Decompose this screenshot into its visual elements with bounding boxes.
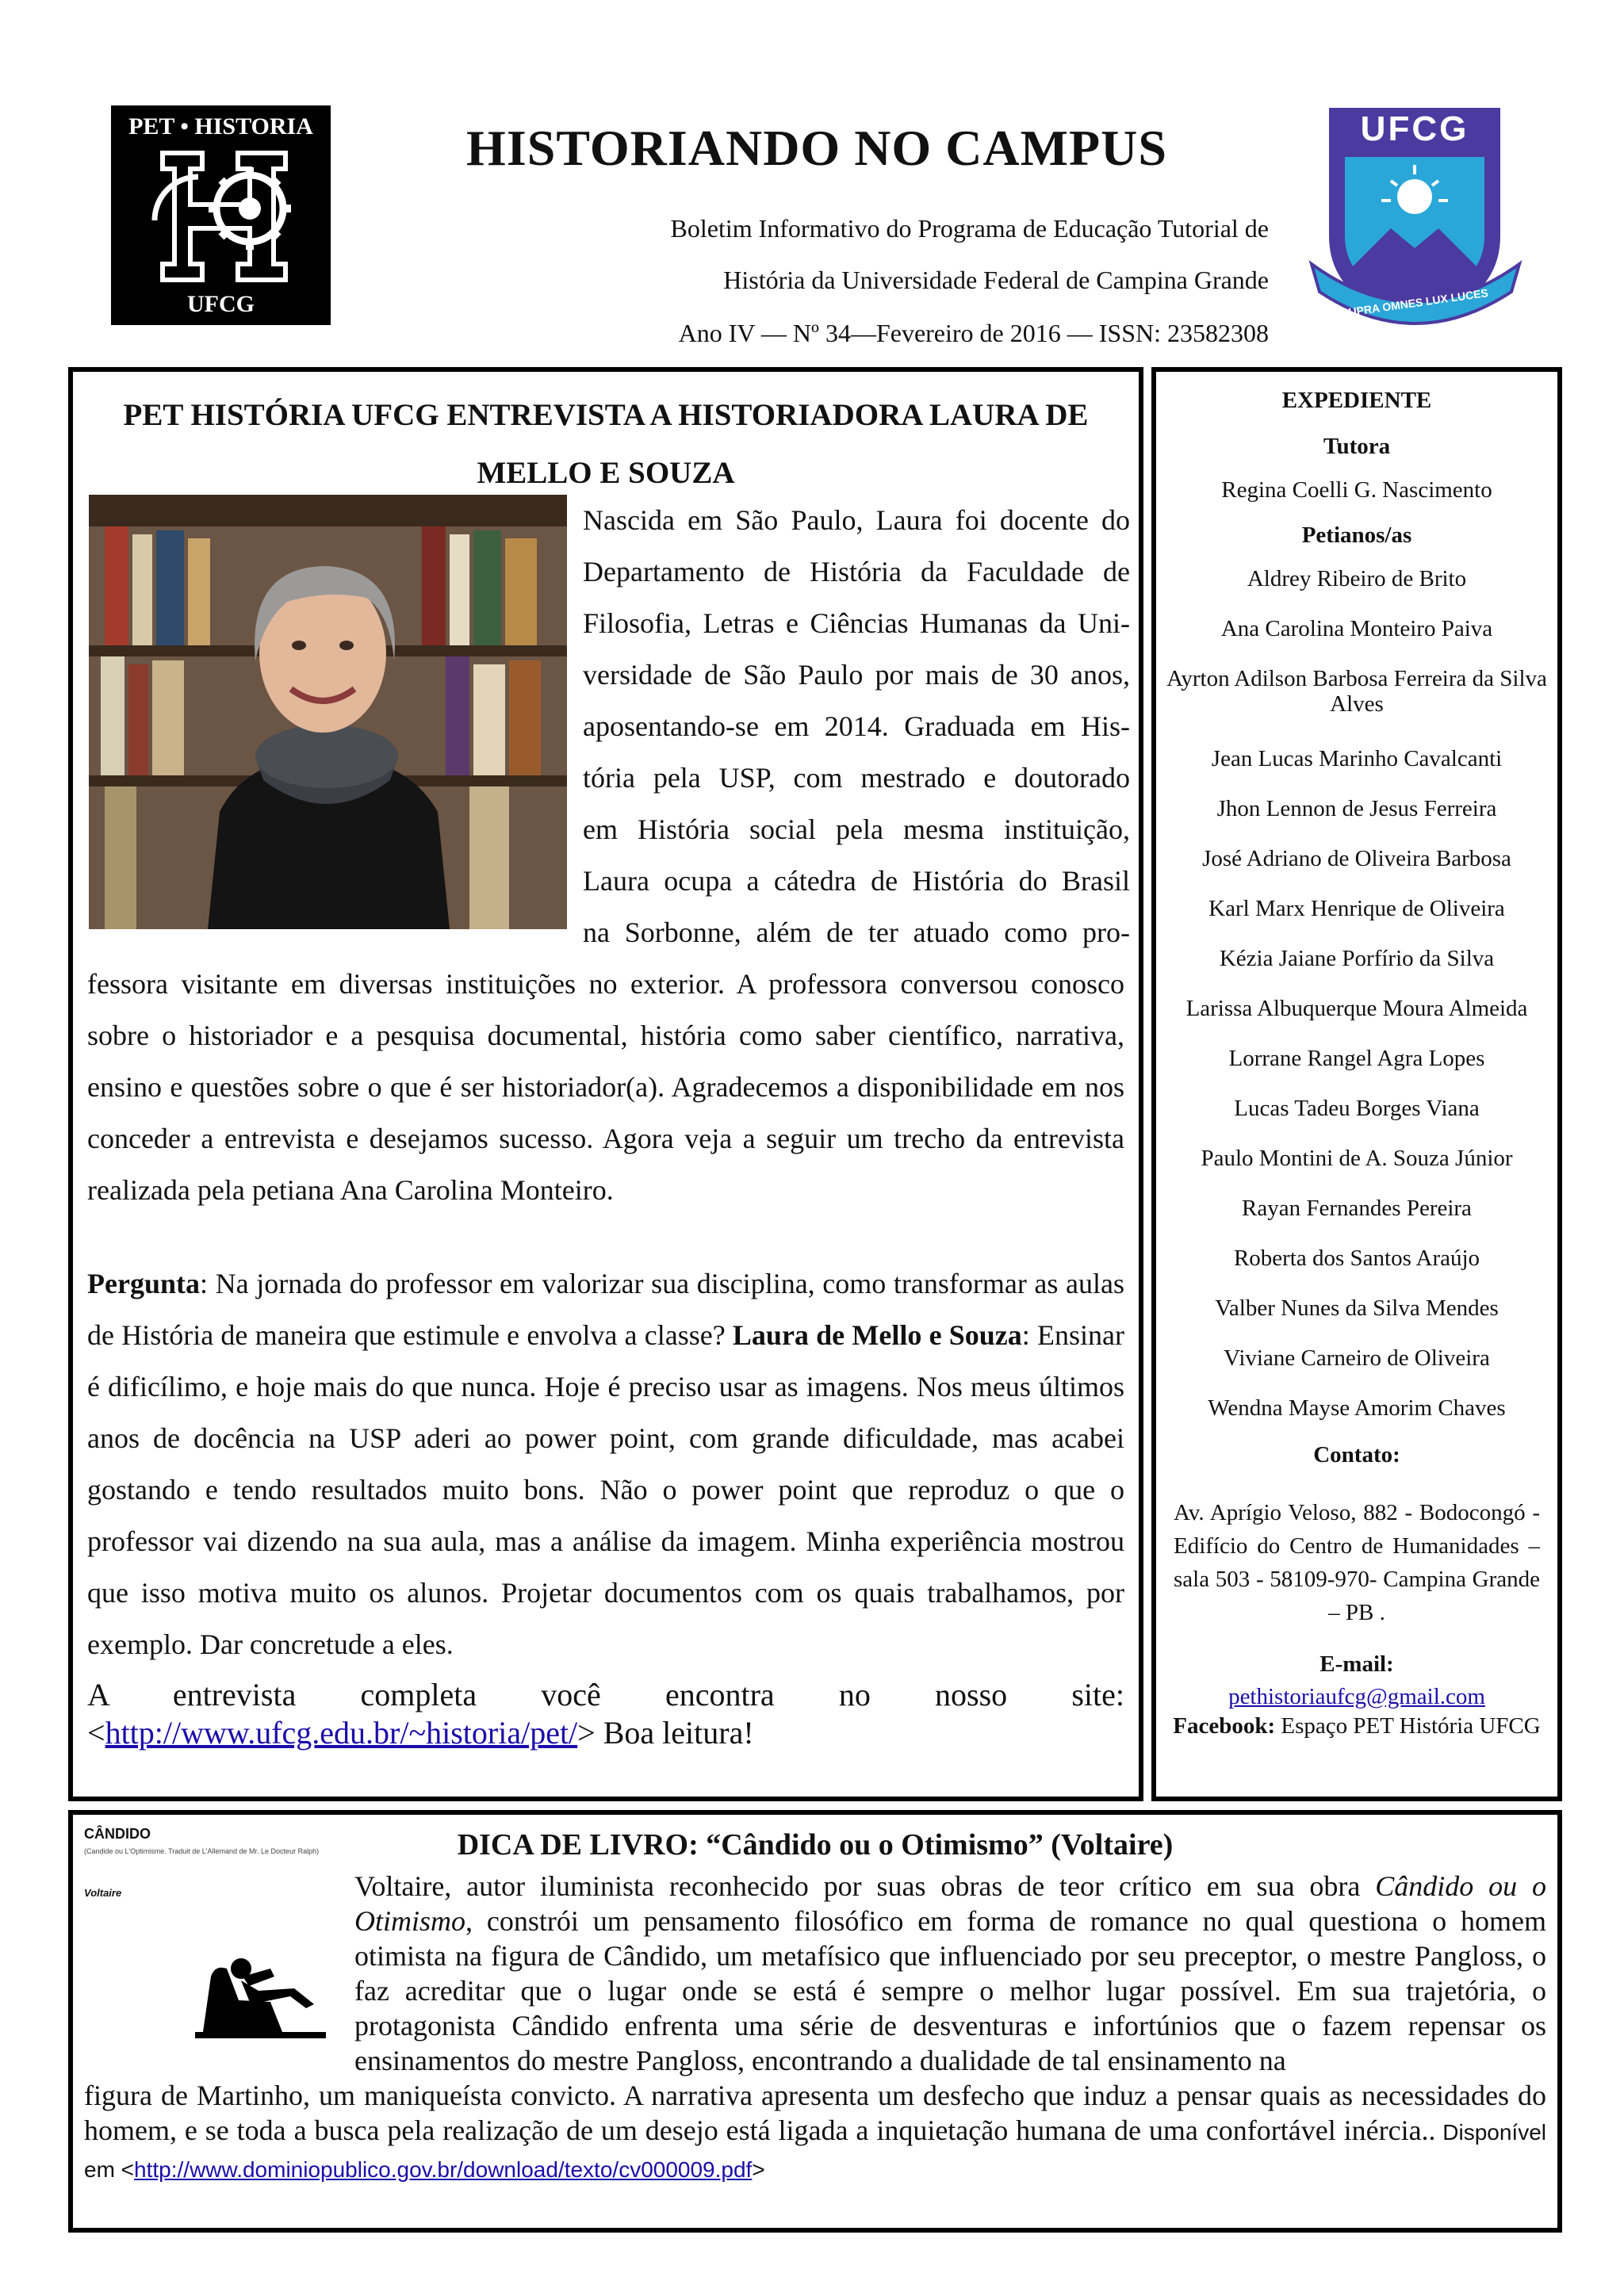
cover-title: CÂNDIDO bbox=[84, 1826, 151, 1842]
answer-text: : Ensinar é dificílimo, e hoje mais do que nunca. Hoje é preciso usar as imagens. Nos meus últimos anos de docência na USP aderi ao power point, com grande dificuldade, mas acabei gostando e tendo resultados muito bons. Não o power point que reproduz o que o professor vai dizendo na sua aula, mas a análise da imagem. Minha experiência mostrou que isso motiva muito os alunos. Projetar documentos com os quais trabalhamos, por exemplo. Dar concretude a eles. bbox=[87, 1319, 1124, 1660]
ufcg-motto: SUPRA OMNES LUX LUCES bbox=[1340, 286, 1489, 320]
answer-label: Laura de Mello e Souza bbox=[732, 1319, 1022, 1351]
portrait-image bbox=[89, 495, 567, 929]
logo-top-text: PET • HISTORIA bbox=[128, 113, 313, 140]
tutora-name: Regina Coelli G. Nascimento bbox=[1221, 477, 1492, 503]
petiano-item: Aldrey Ribeiro de Brito bbox=[1247, 566, 1467, 591]
closing-suffix: > Boa leitura! bbox=[577, 1715, 754, 1751]
reading-silhouette-icon bbox=[195, 1945, 326, 2040]
available-prefix: Disponível em < bbox=[84, 2120, 1546, 2182]
book-review-continuation: figura de Martinho, um maniqueísta convicto. A narrativa apresenta um desfecho que induz a pensar quais as necessidades do homem, e se toda a busca pela realização de um desejo está ligada a inquietação humana de uma confortável inércia.. Disponível em <http://www.dominiopublico.gov.br/download/texto/cv000009.pdf> bbox=[84, 2080, 1546, 2182]
dominio-publico-link[interactable]: http://www.dominiopublico.gov.br/download/texto/cv000009.pdf bbox=[134, 2157, 753, 2182]
petiano-item: Viviane Carneiro de Oliveira bbox=[1224, 1345, 1490, 1371]
contato-label: Contato: bbox=[1313, 1442, 1400, 1468]
ufcg-logo-text: UFCG bbox=[1360, 109, 1469, 148]
logo-bottom-text: UFCG bbox=[187, 291, 255, 317]
subtitle-line-1: Boletim Informativo do Programa de Educação Tutorial de bbox=[670, 214, 1269, 243]
newsletter-title: HISTORIANDO NO CAMPUS bbox=[466, 120, 1167, 176]
facebook-page: Espaço PET História UFCG bbox=[1275, 1713, 1541, 1739]
issue-line: Ano IV — Nº 34—Fevereiro de 2016 — ISSN: 23582308 bbox=[678, 319, 1269, 347]
email-label: E-mail: bbox=[1320, 1651, 1394, 1677]
tutora-label: Tutora bbox=[1323, 434, 1391, 459]
pet-site-link[interactable]: http://www.ufcg.edu.br/~historia/pet/ bbox=[105, 1715, 578, 1751]
petiano-item: Lorrane Rangel Agra Lopes bbox=[1228, 1046, 1485, 1071]
book-title-italic: Cândido ou o Otimismo bbox=[354, 1870, 1546, 1937]
petiano-item: Kézia Jaiane Porfírio da Silva bbox=[1219, 946, 1495, 971]
cover-subtitle: (Candide ou L'Optimisme. Traduit de L'Allemand de Mr. Le Docteur Ralph) bbox=[84, 1847, 320, 1855]
question-paragraph bbox=[87, 1258, 1124, 1670]
petiano-item: Jhon Lennon de Jesus Ferreira bbox=[1216, 796, 1497, 821]
contact-address: Av. Aprígio Veloso, 882 - Bodocongó - Edifício do Centro de Humanidades – sala 503 - 58109-970- Campina Grande – PB . bbox=[1174, 1500, 1540, 1625]
article-title: PET HISTÓRIA UFCG ENTREVISTA A HISTORIADORA LAURA DE MELLO E SOUZA bbox=[123, 398, 1089, 490]
laura-photo bbox=[89, 495, 567, 929]
book-review-body: , constrói um pensamento filosófico em forma de romance no qual questiona o homem otimista na figura de Cândido, um metafísico que influenciado por seu preceptor, o mestre Pangloss, o faz acreditar que o lugar onde se está é sempre o melhor lugar possível. Em sua trajetória, o protagonista Cândido enfrenta uma série de desventuras e infortúnios que o fazem repensar os ensinamentos do mestre Pangloss, encontrando a dualidade de tal ensinamento na bbox=[354, 1905, 1546, 2076]
book-tip-section bbox=[68, 1810, 1562, 2233]
book-review-text: Voltaire, autor iluminista reconhecido por suas obras de teor crítico em sua obra Cândido ou o Otimismo, constrói um pensamento filosófico em forma de romance no qual questiona o homem otimista na figura de Cândido, um metafísico que influenciado por seu preceptor, o mestre Pangloss, o faz acreditar que o lugar onde se está é sempre o melhor lugar possível. Em sua trajetória, o protagonista Cândido enfrenta uma série de desventuras e infortúnios que o fazem repensar os ensinamentos do mestre Pangloss, encontrando a dualidade de tal ensinamento na bbox=[354, 1870, 1546, 2076]
petiano-item: Rayan Fernandes Pereira bbox=[1242, 1196, 1472, 1221]
subtitle-line-2: História da Universidade Federal de Campina Grande bbox=[723, 266, 1269, 294]
available-suffix: > bbox=[752, 2157, 765, 2182]
petiano-item: Karl Marx Henrique de Oliveira bbox=[1208, 896, 1505, 921]
closing-paragraph bbox=[87, 1676, 1124, 1752]
interview-article bbox=[68, 367, 1143, 1801]
pet-historia-logo bbox=[111, 105, 331, 325]
petiano-item: Larissa Albuquerque Moura Almeida bbox=[1185, 996, 1528, 1021]
petiano-item: Wendna Mayse Amorim Chaves bbox=[1208, 1395, 1506, 1421]
intro-beside-photo: Nascida em São Paulo, Laura foi docente do Departamento de História da Faculdade de Filosofia, Letras e Ciências Humanas da Uni- versidade de São Paulo por mais de 30 anos, aposentando-se em 2014. Graduada em His- tória pela USP, com mestrado e doutorado em História social pela mesma instituição, Laura ocupa a cátedra de História do Brasil na Sorbonne, além de ter atuado como pro- bbox=[583, 504, 1130, 948]
petiano-item: Roberta dos Santos Araújo bbox=[1233, 1246, 1480, 1271]
petianos-label: Petianos/as bbox=[1301, 522, 1412, 548]
petiano-item: Ana Carolina Monteiro Paiva bbox=[1220, 616, 1493, 641]
petiano-item: Paulo Montini de A. Souza Júnior bbox=[1201, 1146, 1513, 1171]
petiano-item: José Adriano de Oliveira Barbosa bbox=[1202, 846, 1511, 871]
petiano-item: Valber Nunes da Silva Mendes bbox=[1215, 1295, 1499, 1321]
question-label: Pergunta bbox=[87, 1268, 200, 1299]
petiano-item: Lucas Tadeu Borges Viana bbox=[1234, 1096, 1480, 1121]
facebook-label: Facebook: bbox=[1173, 1713, 1276, 1739]
intro-paragraph: fessora visitante em diversas instituições no exterior. A professora conversou conosco sobre o historiador e a pesquisa documental, história como saber científico, narrativa, ensino e questões sobre o que é ser historiador(a). Agradecemos a disponibilidade em nos conceder a entrevista e desejamos sucesso. Agora veja a seguir um trecho da entrevista realizada pela petiana Ana Carolina Monteiro. bbox=[87, 968, 1124, 1206]
gear-monogram-icon bbox=[131, 145, 311, 288]
email-link[interactable]: pethistoriaufcg@gmail.com bbox=[1228, 1684, 1485, 1709]
expediente-heading: EXPEDIENTE bbox=[1281, 388, 1432, 413]
closing-text: A entrevista completa você encontra no nosso site: < bbox=[87, 1677, 1124, 1751]
book-tip-title: DICA DE LIVRO: “Cândido ou o Otimismo” (Voltaire) bbox=[457, 1828, 1174, 1862]
petiano-item: Jean Lucas Marinho Cavalcanti bbox=[1211, 746, 1503, 771]
petiano-item: Ayrton Adilson Barbosa Ferreira da Silva Alves bbox=[1166, 666, 1547, 717]
cover-author: Voltaire bbox=[84, 1887, 122, 1899]
ufcg-logo bbox=[1304, 101, 1527, 339]
question-text: : Na jornada do professor em valorizar sua disciplina, como transformar as aulas de História de maneira que estimule e envolva a classe? bbox=[87, 1268, 1124, 1351]
expediente-panel bbox=[1151, 367, 1562, 1801]
